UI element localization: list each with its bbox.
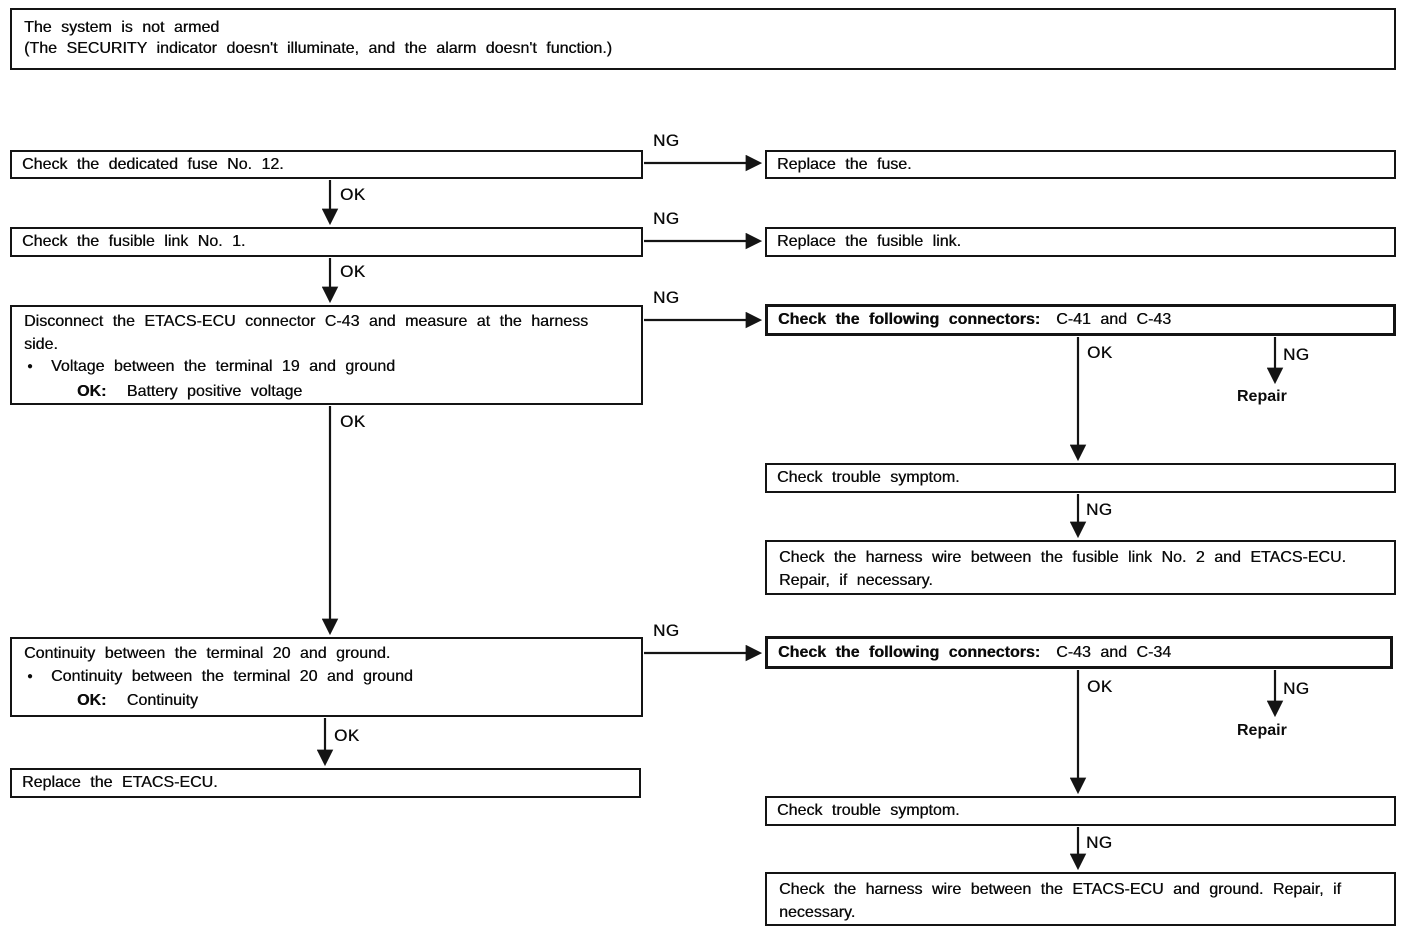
check-fuse-text: Check the dedicated fuse No. 12. <box>22 155 284 173</box>
ng-label: NG <box>1283 345 1310 364</box>
disconnect-etacs-text: Disconnect the ETACS-ECU connector C-43 and measure at the harness side. <box>24 313 589 353</box>
ng-label: NG <box>653 131 680 150</box>
continuity-check-box <box>10 637 643 717</box>
check-trouble-symptom-2-box <box>765 796 1396 826</box>
title-line-1: The system is not armed <box>24 19 220 36</box>
replace-etacs-ecu-text: Replace the ETACS-ECU. <box>22 774 218 791</box>
ng-label: NG <box>1086 500 1113 519</box>
ok-label: OK <box>340 412 366 431</box>
replace-etacs-ecu-box <box>10 768 641 798</box>
check-fusible-link-text: Check the fusible link No. 1. <box>22 233 246 250</box>
check-connectors-value: C-41 and C-43 <box>1056 311 1172 328</box>
ok-label: OK <box>334 726 360 745</box>
ng-label: NG <box>653 209 680 228</box>
check-connectors-value: C-43 and C-34 <box>1056 643 1172 661</box>
ok-label: OK <box>1087 343 1113 362</box>
ok-condition-value: Continuity <box>126 692 198 709</box>
ok-label: OK <box>1087 677 1113 696</box>
bullet-icon: ● <box>27 361 34 372</box>
disconnect-etacs-bullet-text: Voltage between the terminal 19 and ground <box>51 358 396 375</box>
disconnect-etacs-bullet-row <box>24 356 631 381</box>
check-connectors-c41-c43-box <box>765 304 1396 336</box>
ok-label: OK <box>340 262 366 281</box>
harness-wire-fusible-link-text: Check the harness wire between the fusible link No. 2 and ETACS-ECU. Repair, if necessary. <box>779 549 1346 589</box>
check-fuse-box <box>10 150 643 179</box>
ok-condition-value: Battery positive voltage <box>126 382 303 400</box>
title-line-2: (The SECURITY indicator doesn't illuminate, and the alarm doesn't function.) <box>24 40 612 57</box>
ng-label: NG <box>1086 833 1113 852</box>
replace-fuse-text: Replace the fuse. <box>777 155 912 173</box>
title-box <box>10 8 1396 70</box>
ng-label: NG <box>1283 679 1310 698</box>
repair-action-label: Repair <box>1237 722 1287 739</box>
replace-fuse-box <box>765 150 1396 179</box>
check-connectors-c43-c34-box <box>765 636 1393 669</box>
continuity-check-bullet-text: Continuity between the terminal 20 and ground <box>51 667 413 685</box>
harness-wire-ground-text: Check the harness wire between the ETACS-ECU and ground. Repair, if necessary. <box>779 881 1341 921</box>
ng-label: NG <box>653 288 680 307</box>
harness-wire-ground-box <box>765 872 1396 926</box>
ok-condition-label: OK: <box>77 692 107 709</box>
disconnect-etacs-box <box>10 305 643 405</box>
continuity-check-ok-row <box>24 690 631 713</box>
continuity-check-text: Continuity between the terminal 20 and ground. <box>24 645 391 662</box>
check-trouble-symptom-2-text: Check trouble symptom. <box>777 802 960 819</box>
ok-label: OK <box>340 185 366 204</box>
check-connectors-label: Check the following connectors: <box>778 311 1041 328</box>
check-connectors-label: Check the following connectors: <box>778 643 1041 661</box>
ng-label: NG <box>653 621 680 640</box>
check-trouble-symptom-1-text: Check trouble symptom. <box>777 469 960 486</box>
check-fusible-link-box <box>10 227 643 257</box>
disconnect-etacs-ok-row <box>24 381 631 404</box>
replace-fusible-link-text: Replace the fusible link. <box>777 233 961 250</box>
harness-wire-fusible-link-box <box>765 540 1396 595</box>
bullet-icon: ● <box>27 670 34 682</box>
ok-condition-label: OK: <box>77 382 107 400</box>
repair-action-label: Repair <box>1237 388 1287 405</box>
check-trouble-symptom-1-box <box>765 463 1396 493</box>
continuity-check-bullet-row <box>24 666 631 691</box>
replace-fusible-link-box <box>765 227 1396 257</box>
